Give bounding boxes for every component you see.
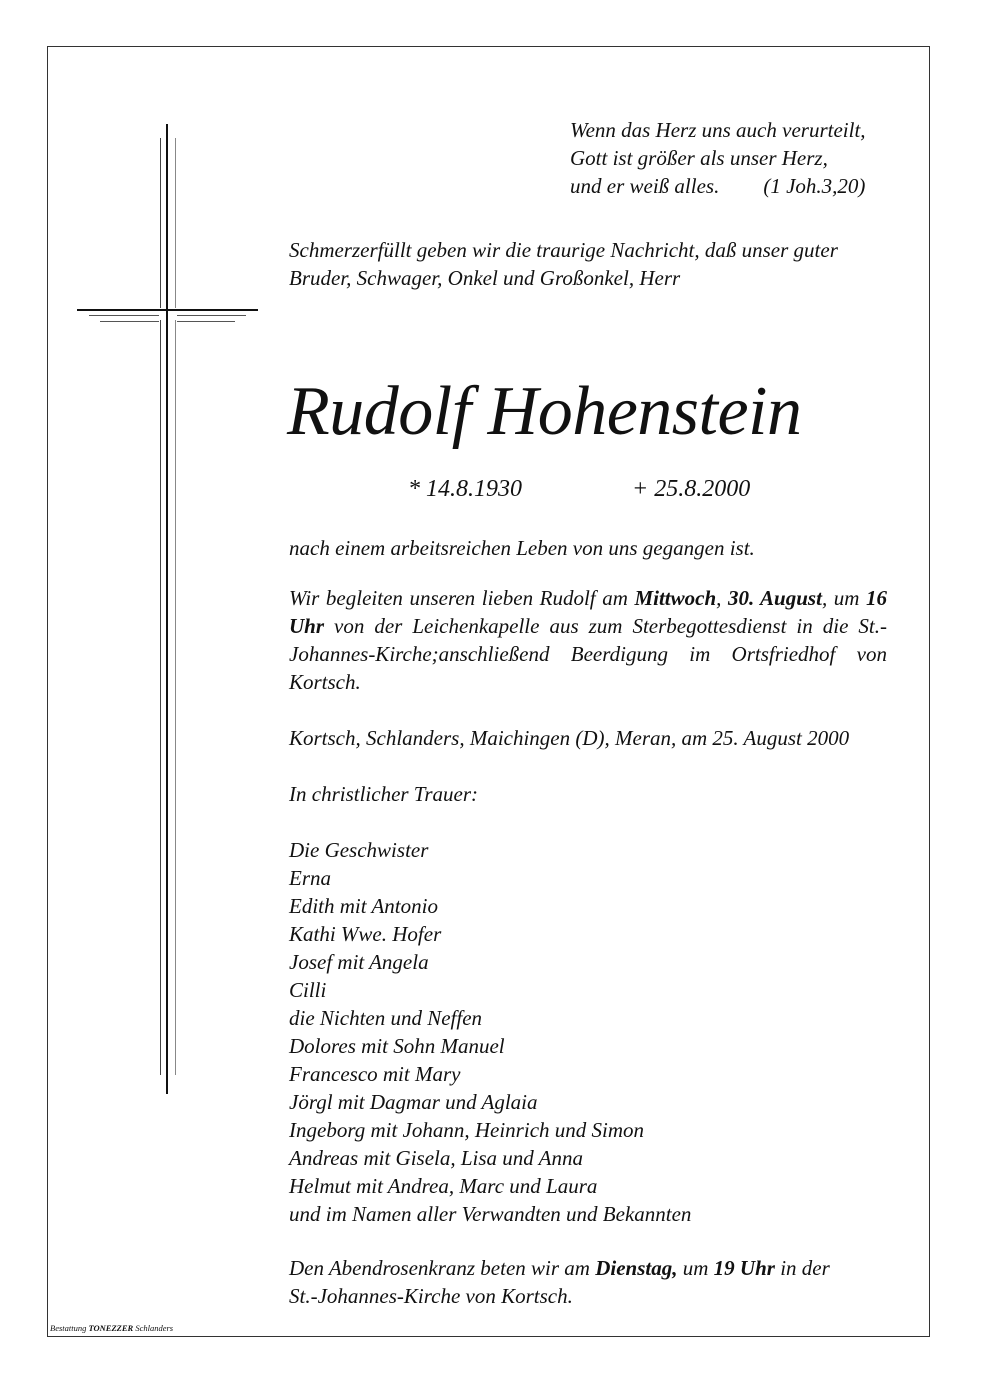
quote-line: und er weiß alles. [570,174,720,198]
list-item: Cilli [289,978,327,1002]
list-item: Andreas mit Gisela, Lisa und Anna [289,1146,584,1170]
rosary-text: Den Abendrosenkranz beten wir am Dienstag, um 19 Uhr in der St.-Johannes-Kirche von Kortsch. [289,1256,830,1308]
list-item: Josef mit Angela [289,950,429,974]
list-item: Ingeborg mit Johann, Heinrich und Simon [289,1118,645,1142]
funeral-text: Wir begleiten unseren lieben Rudolf am Mittwoch, 30. August, um 16 Uhr von der Leichenkapelle aus zum Sterbegottesdienst in die St.-Johannes-Kirche;anschließend Beerdigung im Ortsfriedhof von Kortsch. [289,586,888,694]
list-item: die Nichten und Neffen [289,1006,483,1030]
quote-line: Wenn das Herz uns auch verurteilt, [570,118,866,142]
mourners-list [289,836,691,1228]
list-item: und im Namen aller Verwandten und Bekannten [289,1202,692,1226]
list-item: Kathi Wwe. Hofer [289,922,442,946]
list-item: Jörgl mit Dagmar und Aglaia [289,1090,538,1114]
list-item: Erna [289,866,331,890]
intro-line: Schmerzerfüllt geben wir die traurige Nachricht, daß unser guter [289,238,838,262]
quote-reference: (1 Joh.3,20) [763,174,866,198]
funeral-home-credit: Bestattung TONEZZER Schlanders [50,1323,174,1333]
bible-quote [570,116,866,200]
list-item: Edith mit Antonio [289,894,438,918]
quote-line: Gott ist größer als unser Herz, [570,146,828,170]
list-item: Helmut mit Andrea, Marc und Laura [289,1174,598,1198]
passed-text: nach einem arbeitsreichen Leben von uns gegangen ist. [289,536,755,560]
place-date: Kortsch, Schlanders, Maichingen (D), Meran, am 25. August 2000 [289,726,850,750]
mourning-heading: In christlicher Trauer: [289,782,478,806]
birth-date: * 14.8.1930 [408,476,522,502]
deceased-name: Rudolf Hohenstein [287,373,802,450]
list-item: Die Geschwister [289,838,429,862]
list-item: Francesco mit Mary [289,1062,461,1086]
list-item: Dolores mit Sohn Manuel [289,1034,505,1058]
intro-text [289,236,838,292]
death-date: + 25.8.2000 [632,476,751,502]
intro-line: Bruder, Schwager, Onkel und Großonkel, Herr [289,266,681,290]
